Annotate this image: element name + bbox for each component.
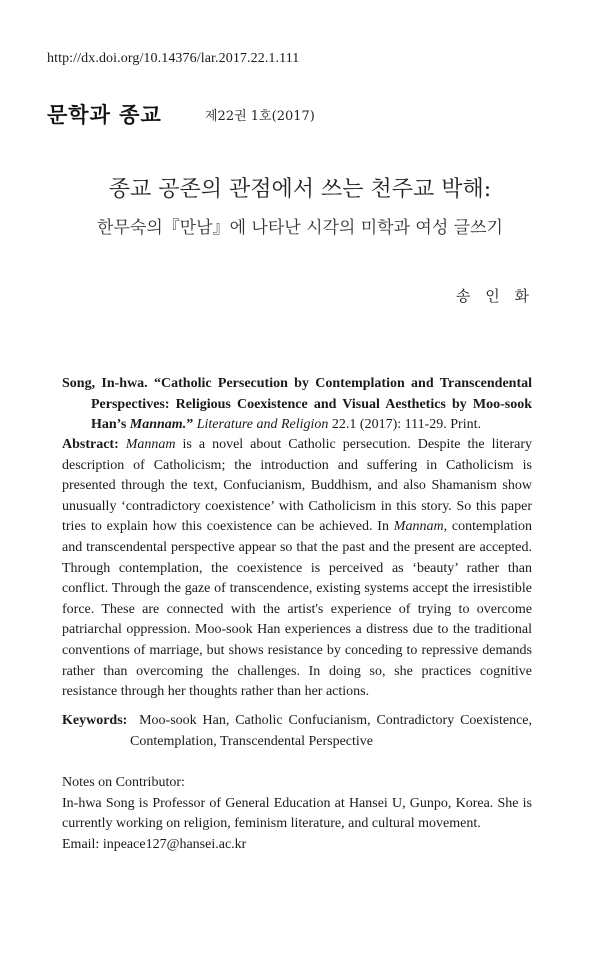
notes-heading: Notes on Contributor: — [62, 775, 185, 790]
notes-body: In-hwa Song is Professor of General Education at Hansei U, Gunpo, Korea. She is currently working on religion, feminism literature, and cultural movement. — [62, 795, 532, 831]
abstract-label: Abstract: — [62, 437, 119, 452]
article-title: 종교 공존의 관점에서 쓰는 천주교 박해: — [108, 177, 492, 202]
abstract-text-1: is a novel about Catholic persecution. Despite the literary description of Catholicism; the introduction and suffering in Catholicism is presented through the text, Confucianism, Buddhism, and also Shamanism show unusually ‘contradictory coexistence’ with Catholicism in this story. So this paper tries to explain how this coexistence can be achieved. In — [62, 437, 533, 535]
abstract-text-2: , contemplation and transcendental perspective appear so that the past and the present are accepted. Through contemplation, the coexistence is perceived as ‘beauty’ rather than conflict. Through the gaze of transcendence, existing systems accept the irresistible force. These are connected with the artist's experience of trying to overcome patriarchal oppression. Moo-sook Han experiences a distress due to the traditional conventions of marriage, but shows resistance by conceding to repressive demands rather than overcoming the challenges. In doing so, she practices cognitive resistance through her thoughts rather than her actions. — [62, 519, 533, 700]
keywords-text: Moo-sook Han, Catholic Confucianism, Contradictory Coexistence, Contemplation, Transcendental Perspective — [130, 713, 532, 749]
doi-link[interactable]: http://dx.doi.org/10.14376/lar.2017.22.1.111 — [47, 51, 300, 66]
keywords-label: Keywords: — [62, 713, 128, 728]
citation-author: Song, In-hwa. — [62, 376, 148, 391]
contributor-email[interactable]: Email: inpeace127@hansei.ac.kr — [62, 836, 247, 852]
citation-details: 22.1 (2017): 111-29. Print. — [331, 417, 481, 432]
citation-title-italic: Mannam. — [129, 417, 187, 432]
abstract-italic-2: Mannam — [393, 519, 444, 535]
author-name: 송 인 화 — [455, 287, 534, 305]
issue-info: 제22권 1호(2017) — [205, 109, 315, 124]
citation-journal: Literature and Religion — [196, 417, 329, 432]
citation-block — [62, 374, 532, 436]
article-subtitle: 한무숙의『만남』에 나타난 시각의 미학과 여성 글쓰기 — [97, 218, 503, 238]
citation-title: “Catholic Persecution by Contemplation and Transcendental Perspectives: Religious Coexistence and Visual Aesthetics by Moo-sook Han’s — [91, 376, 532, 432]
contributor-notes — [62, 773, 532, 855]
keywords-block — [62, 711, 532, 752]
abstract-italic-1: Mannam — [125, 437, 176, 452]
citation-title-close: ” — [186, 417, 194, 432]
abstract-block — [62, 435, 532, 703]
journal-logo: 문학과 종교 — [47, 103, 162, 127]
